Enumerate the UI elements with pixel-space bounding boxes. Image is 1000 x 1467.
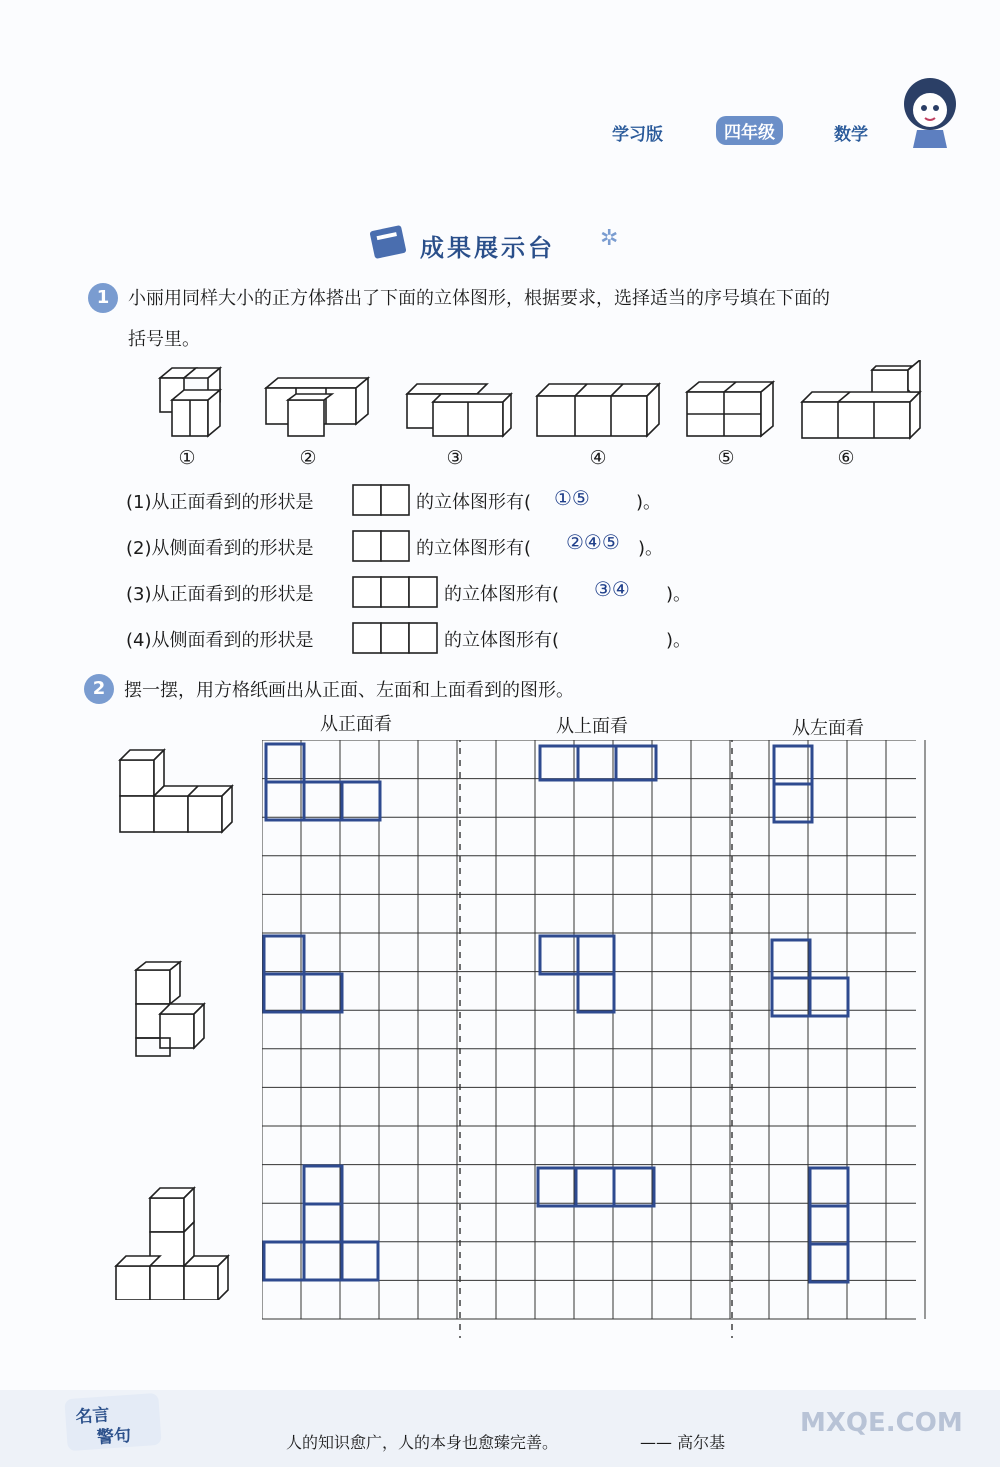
- question-1-number: 1: [88, 283, 118, 313]
- sparkle-icon: ✲: [600, 226, 619, 251]
- question-2-number: 2: [84, 674, 114, 704]
- col-header-left: 从左面看: [792, 718, 864, 739]
- figure-label-4: ④: [589, 447, 607, 469]
- girl-mascot-icon: [895, 72, 965, 152]
- q1-row1-suffix: 的立体图形有(: [416, 492, 532, 513]
- col-header-front: 从正面看: [320, 714, 392, 735]
- q1-row1-prefix: (1)从正面看到的形状是: [126, 492, 314, 513]
- q2-figures: [110, 740, 250, 1300]
- footer-author: —— 高尔基: [640, 1433, 726, 1452]
- q1-row4-prefix: (4)从侧面看到的形状是: [126, 630, 314, 651]
- figure-3: [407, 384, 511, 436]
- q2-text: 摆一摆，用方格纸画出从正面、左面和上面看到的图形。: [124, 680, 574, 701]
- figure-1: [160, 368, 220, 436]
- header-book: 学习版: [612, 125, 663, 145]
- q2-figure-b: [136, 962, 204, 1056]
- q1-row4-end: )。: [666, 630, 692, 651]
- col-header-top: 从上面看: [556, 716, 628, 737]
- row3-shape: [352, 576, 442, 610]
- q1-row3-suffix: 的立体图形有(: [444, 584, 560, 605]
- watermark: MXQE.COM: [800, 1408, 963, 1438]
- figure-label-5: ⑤: [717, 447, 735, 469]
- q2-figure-a: [120, 750, 232, 832]
- figure-label-3: ③: [446, 447, 464, 469]
- answer-a-front-1: [266, 744, 304, 782]
- figure-label-2: ②: [299, 447, 317, 469]
- q1-row3-answer[interactable]: ③④: [594, 577, 630, 601]
- quote-badge: [64, 1393, 161, 1451]
- q1-row2-prefix: (2)从侧面看到的形状是: [126, 538, 314, 559]
- figure-5: [687, 382, 773, 436]
- q1-row3-prefix: (3)从正面看到的形状是: [126, 584, 314, 605]
- q1-row2-end: )。: [638, 538, 664, 559]
- figure-4: [537, 384, 659, 436]
- figure-6: [802, 360, 920, 438]
- grid-paper: [262, 740, 934, 1340]
- header-grade: 四年级: [716, 116, 783, 145]
- q1-text-line1: 小丽用同样大小的正方体搭出了下面的立体图形，根据要求，选择适当的序号填在下面的: [128, 288, 830, 309]
- figure-label-6: ⑥: [837, 447, 855, 469]
- quote-badge-line1: 名言: [74, 1405, 111, 1428]
- footer-quote: 人的知识愈广，人的本身也愈臻完善。: [286, 1433, 559, 1452]
- q1-row2-suffix: 的立体图形有(: [416, 538, 532, 559]
- figure-label-1: ①: [178, 447, 196, 469]
- quote-badge-line2: 警句: [96, 1425, 132, 1449]
- q1-text-line2: 括号里。: [128, 329, 200, 350]
- row4-shape: [352, 622, 442, 656]
- figure-2: [266, 378, 368, 436]
- q1-row1-end: )。: [636, 492, 662, 513]
- q1-row2-answer[interactable]: ②④⑤: [566, 530, 620, 554]
- row1-shape: [352, 484, 412, 518]
- q2-figure-c: [116, 1188, 228, 1300]
- section-title: 成果展示台: [420, 233, 555, 262]
- book-icon: [368, 222, 412, 262]
- header-subject: 数学: [834, 125, 868, 145]
- q1-figures: [150, 360, 940, 450]
- q1-row4-suffix: 的立体图形有(: [444, 630, 560, 651]
- row2-shape: [352, 530, 412, 564]
- q1-row3-end: )。: [666, 584, 692, 605]
- q1-row1-answer[interactable]: ①⑤: [554, 486, 590, 510]
